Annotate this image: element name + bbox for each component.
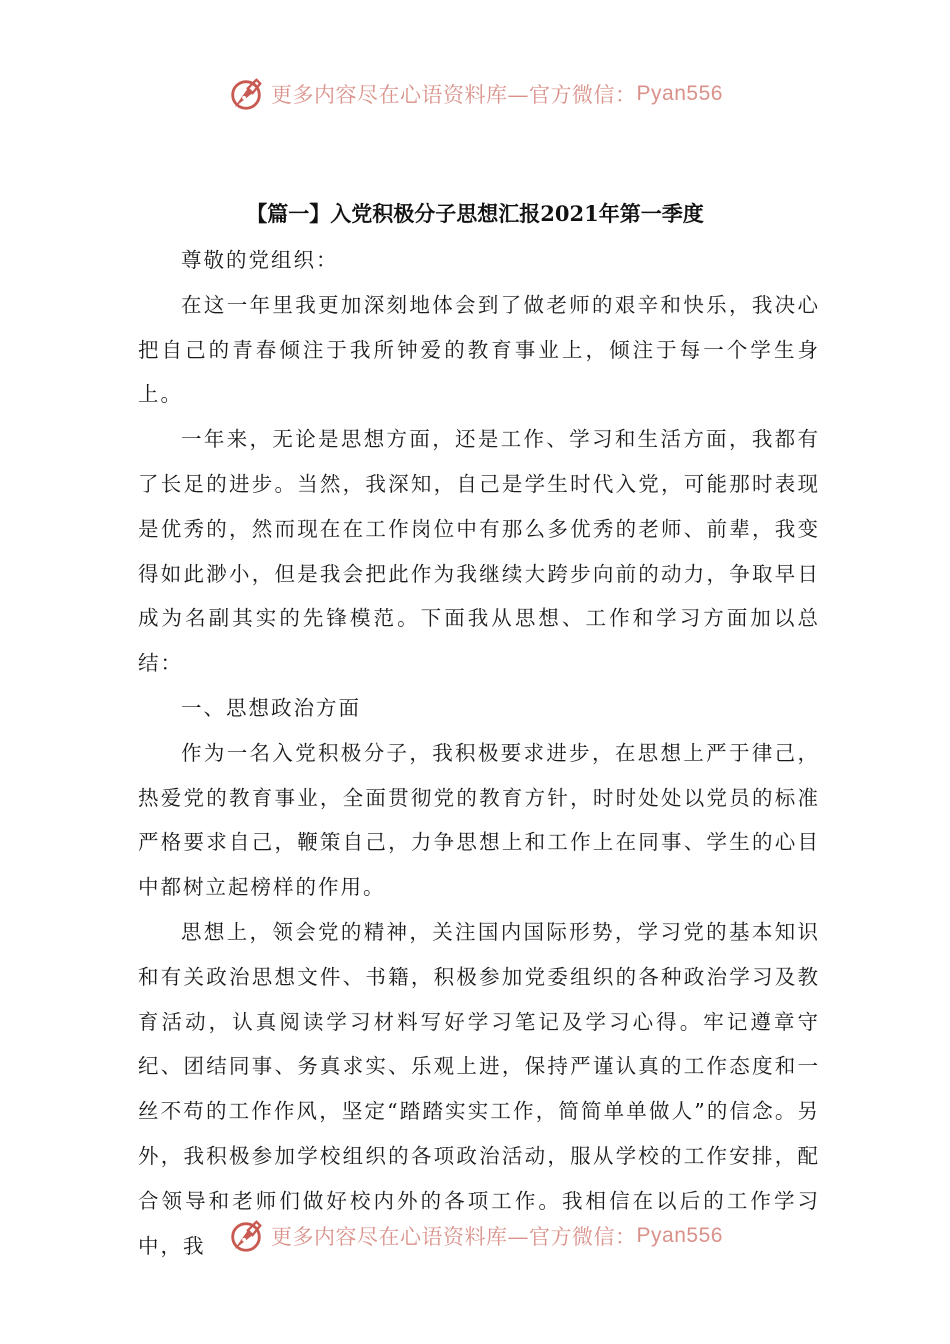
footer-banner [0, 1212, 950, 1260]
pen-nib-logo-icon [227, 75, 265, 113]
header-text: 更多内容尽在心语资料库—官方微信： [271, 83, 637, 107]
section-heading: 一、思想政治方面 [181, 695, 362, 720]
document-title: 【篇一】入党积极分子思想汇报2021年第一季度 [246, 201, 704, 226]
paragraph: 作为一名入党积极分子，我积极要求进步，在思想上严于律己，热爱党的教育事业，全面贯彻党的教育方针，时时处处以党员的标准严格要求自己，鞭策自己，力争思想上和工作上在同事、学生的心目中都树立起榜样的作用。 [138, 740, 820, 900]
greeting: 尊敬的党组织： [181, 248, 339, 272]
paragraph: 一年来，无论是思想方面，还是工作、学习和生活方面，我都有了长足的进步。当然，我深知，自己是学生时代入党，可能那时表现是优秀的，然而现在在工作岗位中有那么多优秀的老师、前辈，我变得如此渺小，但是我会把此作为我继续大跨步向前的动力，争取早日成为名副其实的先锋模范。下面我从思想、工作和学习方面加以总结： [138, 427, 820, 676]
footer-wechat-id: Pyan556 [636, 1224, 723, 1247]
paragraph: 在这一年里我更加深刻地体会到了做老师的艰辛和快乐，我决心把自己的青春倾注于我所钟爱的教育事业上，倾注于每一个学生身上。 [138, 292, 820, 407]
pen-nib-logo-icon [227, 1217, 265, 1255]
document-body [138, 238, 820, 1268]
header-banner [0, 70, 950, 118]
paragraph: 思想上，领会党的精神，关注国内国际形势，学习党的基本知识和有关政治思想文件、书籍，积极参加党委组织的各种政治学习及教育活动，认真阅读学习材料写好学习笔记及学习心得。牢记遵章守纪、团结同事、务真求实、乐观上进，保持严谨认真的工作态度和一丝不苟的工作作风，坚定“踏踏实实工作，简简单单做人”的信念。另外，我积极参加学校组织的各项政治活动，服从学校的工作安排，配合领导和老师们做好校内外的各项工作。我相信在以后的工作学习中，我 [138, 919, 820, 1258]
header-wechat-id: Pyan556 [636, 82, 723, 105]
footer-text: 更多内容尽在心语资料库—官方微信： [271, 1225, 637, 1249]
